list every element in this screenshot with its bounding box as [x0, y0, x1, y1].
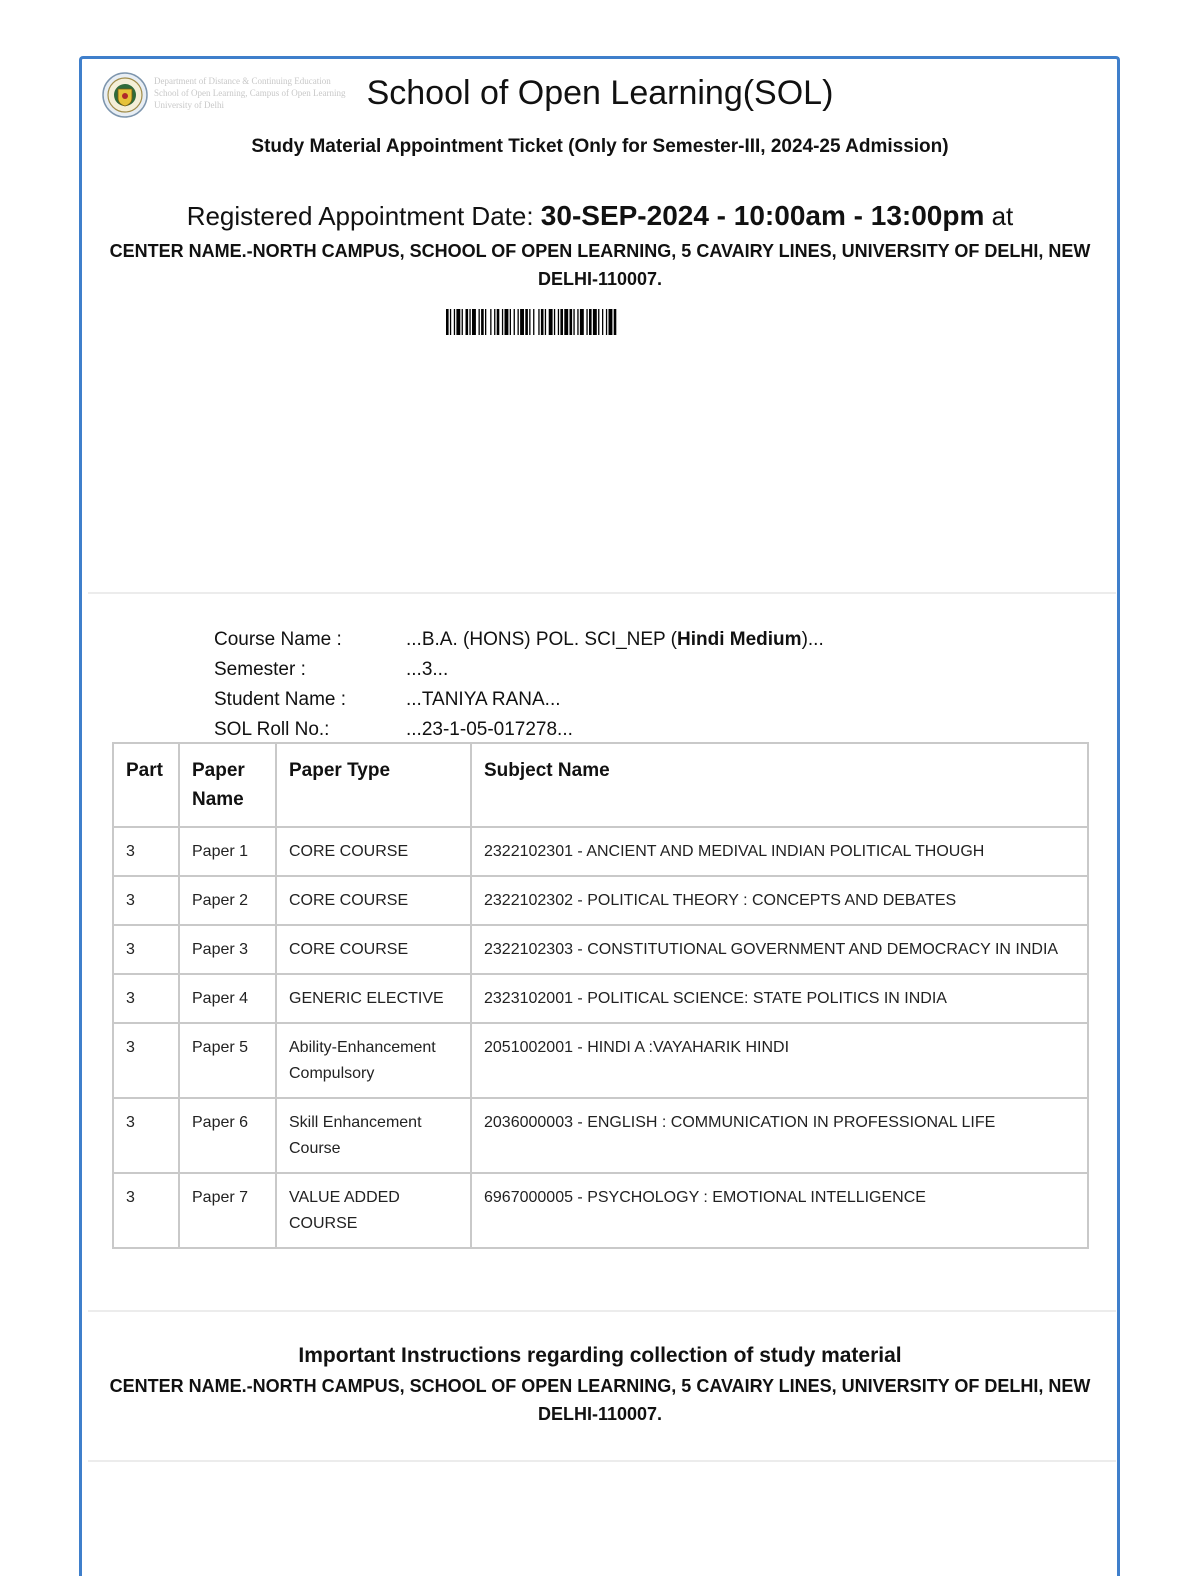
table-row: [113, 1173, 1088, 1248]
barcode-icon: [446, 309, 728, 335]
cell-paper-name: Paper 1: [179, 827, 276, 876]
cell-paper-type: CORE COURSE: [276, 827, 471, 876]
appointment-at: at: [984, 201, 1014, 231]
semester-label: Semester :: [214, 659, 306, 680]
cell-paper-type: Skill Enhancement Course: [276, 1098, 471, 1173]
cell-subject-name: 2323102001 - POLITICAL SCIENCE: STATE POLITICS IN INDIA: [471, 974, 1088, 1023]
logo-line-2: School of Open Learning, Campus of Open Learning: [154, 88, 346, 98]
header-part: Part: [113, 743, 179, 827]
table-row: [113, 974, 1088, 1023]
header-subject-name: Subject Name: [471, 743, 1088, 827]
header-paper-type: Paper Type: [276, 743, 471, 827]
table-row: [113, 827, 1088, 876]
appointment-line: [0, 198, 1200, 234]
cell-part: 3: [113, 876, 179, 925]
logo-line-3: University of Delhi: [154, 100, 224, 110]
cell-subject-name: 6967000005 - PSYCHOLOGY : EMOTIONAL INTELLIGENCE: [471, 1173, 1088, 1248]
student-info: [214, 625, 824, 745]
logo-line-1: Department of Distance & Continuing Education: [154, 76, 331, 86]
instructions-center-address: CENTER NAME.-NORTH CAMPUS, SCHOOL OF OPEN LEARNING, 5 CAVAIRY LINES, UNIVERSITY OF DELHI, NEW DELHI-110007.: [109, 1376, 1091, 1424]
cell-part: 3: [113, 1023, 179, 1098]
cell-paper-type: GENERIC ELECTIVE: [276, 974, 471, 1023]
cell-paper-type: Ability-Enhancement Compulsory: [276, 1023, 471, 1098]
page-title: School of Open Learning(SOL): [366, 74, 834, 112]
course-name-label: Course Name :: [214, 629, 342, 650]
course-medium: Hindi Medium: [677, 629, 802, 650]
cell-part: 3: [113, 925, 179, 974]
ticket-subtitle: Study Material Appointment Ticket (Only for Semester-III, 2024-25 Admission): [251, 136, 949, 157]
appointment-label: Registered Appointment Date:: [186, 201, 541, 231]
instructions-title: Important Instructions regarding collection of study material: [298, 1344, 902, 1367]
cell-subject-name: 2051002001 - HINDI A :VAYAHARIK HINDI: [471, 1023, 1088, 1098]
semester-value: ...3...: [406, 659, 449, 680]
table-row: [113, 1023, 1088, 1098]
cell-part: 3: [113, 1098, 179, 1173]
cell-subject-name: 2322102303 - CONSTITUTIONAL GOVERNMENT AND DEMOCRACY IN INDIA: [471, 925, 1088, 974]
appointment-date: 30-SEP-2024 - 10:00am - 13:00pm: [540, 200, 985, 231]
cell-paper-name: Paper 4: [179, 974, 276, 1023]
roll-no-label: SOL Roll No.:: [214, 719, 330, 740]
cell-subject-name: 2322102301 - ANCIENT AND MEDIVAL INDIAN POLITICAL THOUGH: [471, 827, 1088, 876]
section-divider: [88, 1460, 1116, 1462]
cell-paper-name: Paper 7: [179, 1173, 276, 1248]
cell-paper-type: CORE COURSE: [276, 925, 471, 974]
papers-table: [112, 742, 1089, 1249]
cell-paper-name: Paper 3: [179, 925, 276, 974]
section-divider: [88, 592, 1116, 594]
section-divider: [88, 1310, 1116, 1312]
student-name-label: Student Name :: [214, 689, 347, 710]
table-row: [113, 876, 1088, 925]
cell-part: 3: [113, 827, 179, 876]
header-paper-name: Paper Name: [179, 743, 276, 827]
cell-paper-name: Paper 2: [179, 876, 276, 925]
table-row: [113, 925, 1088, 974]
cell-part: 3: [113, 974, 179, 1023]
table-row: [113, 1098, 1088, 1173]
student-name-value: ...TANIYA RANA...: [406, 689, 561, 710]
cell-paper-type: VALUE ADDED COURSE: [276, 1173, 471, 1248]
cell-paper-name: Paper 5: [179, 1023, 276, 1098]
roll-no-value: ...23-1-05-017278...: [406, 719, 573, 740]
course-name-value: ...B.A. (HONS) POL. SCI_NEP (Hindi Medium)...: [406, 629, 824, 650]
center-address: CENTER NAME.-NORTH CAMPUS, SCHOOL OF OPEN LEARNING, 5 CAVAIRY LINES, UNIVERSITY OF DELHI, NEW DELHI-110007.: [109, 241, 1091, 289]
cell-part: 3: [113, 1173, 179, 1248]
cell-subject-name: 2036000003 - ENGLISH : COMMUNICATION IN PROFESSIONAL LIFE: [471, 1098, 1088, 1173]
cell-subject-name: 2322102302 - POLITICAL THEORY : CONCEPTS AND DEBATES: [471, 876, 1088, 925]
table-header-row: [113, 743, 1088, 827]
cell-paper-name: Paper 6: [179, 1098, 276, 1173]
cell-paper-type: CORE COURSE: [276, 876, 471, 925]
